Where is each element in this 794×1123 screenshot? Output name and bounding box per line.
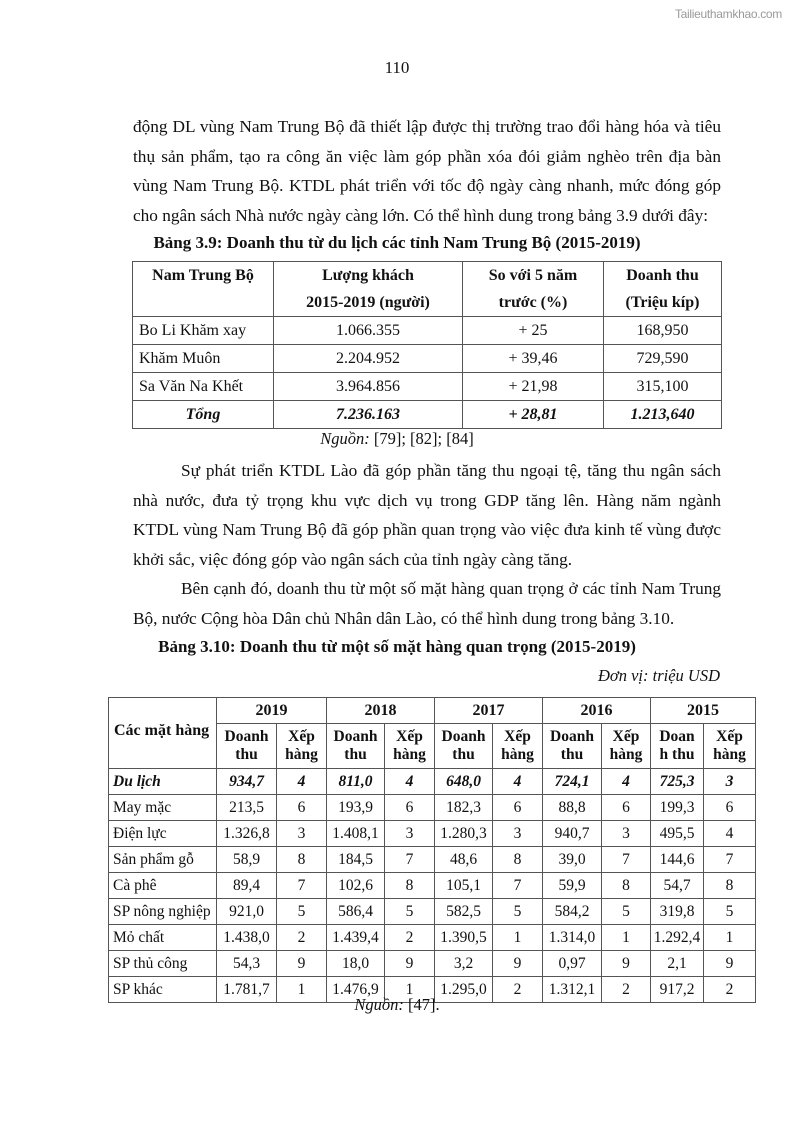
cell-item-name: Mỏ chất xyxy=(109,925,217,951)
cell-revenue: 1.295,0 xyxy=(435,977,493,1003)
cell-rank: 1 xyxy=(704,925,756,951)
cell-item-name: SP thủ công xyxy=(109,951,217,977)
column-header-revenue: Doanh thu (Triệu kíp) xyxy=(604,262,722,317)
table-header-row xyxy=(133,262,722,317)
cell-change: + 39,46 xyxy=(463,345,604,373)
column-header-rank: Xếp hàng xyxy=(493,724,543,769)
cell-region: Khăm Muôn xyxy=(133,345,274,373)
cell-revenue: 199,3 xyxy=(651,795,704,821)
cell-revenue: 3,2 xyxy=(435,951,493,977)
column-header-items: Các mặt hàng xyxy=(109,698,217,769)
cell-rank: 2 xyxy=(704,977,756,1003)
year-header: 2017 xyxy=(435,698,543,724)
cell-revenue: 1.292,4 xyxy=(651,925,704,951)
cell-revenue: 811,0 xyxy=(327,769,385,795)
cell-rank: 8 xyxy=(385,873,435,899)
cell-revenue: 1.408,1 xyxy=(327,821,385,847)
cell-rank: 3 xyxy=(602,821,651,847)
cell-change: + 21,98 xyxy=(463,373,604,401)
cell-rank: 6 xyxy=(277,795,327,821)
column-header-revenue: Doanh thu xyxy=(435,724,493,769)
cell-rank: 1 xyxy=(385,977,435,1003)
cell-revenue: 213,5 xyxy=(217,795,277,821)
cell-revenue: 54,7 xyxy=(651,873,704,899)
cell-rank: 3 xyxy=(385,821,435,847)
cell-revenue: 105,1 xyxy=(435,873,493,899)
cell-rank: 1 xyxy=(493,925,543,951)
cell-rank: 5 xyxy=(602,899,651,925)
cell-revenue: 58,9 xyxy=(217,847,277,873)
table-3-9-caption: Bảng 3.9: Doanh thu từ du lịch các tỉnh Nam Trung Bộ (2015-2019) xyxy=(153,233,641,252)
cell-rank: 4 xyxy=(704,821,756,847)
cell-rank: 3 xyxy=(493,821,543,847)
table-3-9 xyxy=(132,261,722,429)
cell-rank: 2 xyxy=(602,977,651,1003)
cell-rank: 9 xyxy=(704,951,756,977)
cell-revenue: 182,3 xyxy=(435,795,493,821)
cell-item-name: SP nông nghiệp xyxy=(109,899,217,925)
column-header-visitors: Lượng khách 2015-2019 (người) xyxy=(274,262,463,317)
cell-revenue: 934,7 xyxy=(217,769,277,795)
cell-revenue: 725,3 xyxy=(651,769,704,795)
cell-revenue: 89,4 xyxy=(217,873,277,899)
cell-rank: 6 xyxy=(704,795,756,821)
table-row xyxy=(109,873,756,899)
cell-revenue: 319,8 xyxy=(651,899,704,925)
cell-rank: 9 xyxy=(493,951,543,977)
cell-visitors: 2.204.952 xyxy=(274,345,463,373)
cell-item-name: Du lịch xyxy=(109,769,217,795)
cell-region: Sa Văn Na Khết xyxy=(133,373,274,401)
year-header: 2019 xyxy=(217,698,327,724)
cell-rank: 7 xyxy=(704,847,756,873)
cell-change: + 25 xyxy=(463,317,604,345)
cell-rank: 8 xyxy=(704,873,756,899)
cell-rank: 9 xyxy=(602,951,651,977)
cell-revenue: 921,0 xyxy=(217,899,277,925)
cell-rank: 7 xyxy=(385,847,435,873)
year-header: 2015 xyxy=(651,698,756,724)
cell-revenue: 940,7 xyxy=(543,821,602,847)
page-number: 110 xyxy=(384,58,410,77)
cell-revenue: 193,9 xyxy=(327,795,385,821)
table-row xyxy=(109,821,756,847)
column-header-revenue: Doan h thu xyxy=(651,724,704,769)
cell-revenue: 1.326,8 xyxy=(217,821,277,847)
year-header: 2018 xyxy=(327,698,435,724)
column-header-region: Nam Trung Bộ xyxy=(133,262,274,317)
table-3-9-source: Nguồn: [79]; [82]; [84] xyxy=(320,429,474,448)
table-row xyxy=(109,951,756,977)
cell-revenue: 917,2 xyxy=(651,977,704,1003)
cell-region: Bo Li Khăm xay xyxy=(133,317,274,345)
cell-rank: 9 xyxy=(277,951,327,977)
cell-visitors: 1.066.355 xyxy=(274,317,463,345)
cell-revenue: 168,950 xyxy=(604,317,722,345)
cell-rank: 8 xyxy=(277,847,327,873)
cell-total-revenue: 1.213,640 xyxy=(604,401,722,429)
table-row xyxy=(133,345,722,373)
cell-revenue: 88,8 xyxy=(543,795,602,821)
cell-rank: 8 xyxy=(602,873,651,899)
cell-total-change: + 28,81 xyxy=(463,401,604,429)
cell-item-name: May mặc xyxy=(109,795,217,821)
cell-rank: 5 xyxy=(385,899,435,925)
paragraph-transition: Bên cạnh đó, doanh thu từ một số mặt hàng quan trọng ở các tỉnh Nam Trung Bộ, nước Cộng hòa Dân chủ Nhân dân Lào, có thể hình dung trong bảng 3.10. xyxy=(133,579,721,628)
cell-rank: 4 xyxy=(602,769,651,795)
cell-rank: 4 xyxy=(385,769,435,795)
table-row xyxy=(133,373,722,401)
cell-rank: 5 xyxy=(704,899,756,925)
cell-revenue: 48,6 xyxy=(435,847,493,873)
cell-revenue: 729,590 xyxy=(604,345,722,373)
cell-revenue: 102,6 xyxy=(327,873,385,899)
cell-total-visitors: 7.236.163 xyxy=(274,401,463,429)
cell-revenue: 59,9 xyxy=(543,873,602,899)
cell-revenue: 724,1 xyxy=(543,769,602,795)
cell-item-name: Sản phẩm gỗ xyxy=(109,847,217,873)
year-header: 2016 xyxy=(543,698,651,724)
cell-rank: 4 xyxy=(277,769,327,795)
cell-revenue: 582,5 xyxy=(435,899,493,925)
cell-rank: 8 xyxy=(493,847,543,873)
column-header-revenue: Doanh thu xyxy=(543,724,602,769)
cell-rank: 6 xyxy=(385,795,435,821)
cell-rank: 7 xyxy=(493,873,543,899)
cell-rank: 7 xyxy=(277,873,327,899)
cell-revenue: 144,6 xyxy=(651,847,704,873)
table-3-10-caption: Bảng 3.10: Doanh thu từ một số mặt hàng quan trọng (2015-2019) xyxy=(158,637,636,656)
cell-rank: 6 xyxy=(493,795,543,821)
cell-revenue: 495,5 xyxy=(651,821,704,847)
table-total-row xyxy=(133,401,722,429)
cell-visitors: 3.964.856 xyxy=(274,373,463,401)
cell-item-name: SP khác xyxy=(109,977,217,1003)
cell-item-name: Cà phê xyxy=(109,873,217,899)
cell-revenue: 1.438,0 xyxy=(217,925,277,951)
cell-revenue: 2,1 xyxy=(651,951,704,977)
cell-rank: 1 xyxy=(277,977,327,1003)
cell-revenue: 315,100 xyxy=(604,373,722,401)
paragraph-intro: động DL vùng Nam Trung Bộ đã thiết lập được thị trường trao đổi hàng hóa và tiêu thụ sản phẩm, tạo ra công ăn việc làm góp phần xóa đói giảm nghèo trên địa bàn vùng Nam Trung Bộ. KTDL phát triển với tốc độ ngày càng nhanh, mức đóng góp cho ngân sách Nhà nước ngày càng lớn. Có thể hình dung trong bảng 3.9 dưới đây: xyxy=(133,117,721,225)
cell-revenue: 39,0 xyxy=(543,847,602,873)
cell-revenue: 0,97 xyxy=(543,951,602,977)
cell-revenue: 54,3 xyxy=(217,951,277,977)
table-row xyxy=(109,847,756,873)
cell-revenue: 648,0 xyxy=(435,769,493,795)
cell-rank: 3 xyxy=(704,769,756,795)
table-3-10-unit: Đơn vị: triệu USD xyxy=(598,666,720,685)
paragraph-development: Sự phát triển KTDL Lào đã góp phần tăng thu ngoại tệ, tăng thu ngân sách nhà nước, đưa tỷ trọng khu vực dịch vụ trong GDP tăng lên. Hàng năm ngành KTDL vùng Nam Trung Bộ đã góp phần quan trọng vào việc đưa kinh tế vùng được khởi sắc, việc đóng góp vào ngân sách của tỉnh ngày càng tăng. xyxy=(133,461,721,569)
column-header-revenue: Doanh thu xyxy=(327,724,385,769)
cell-rank: 6 xyxy=(602,795,651,821)
cell-rank: 7 xyxy=(602,847,651,873)
cell-revenue: 18,0 xyxy=(327,951,385,977)
column-header-change: So với 5 năm trước (%) xyxy=(463,262,604,317)
cell-revenue: 586,4 xyxy=(327,899,385,925)
column-header-rank: Xếp hàng xyxy=(704,724,756,769)
table-row xyxy=(109,925,756,951)
cell-rank: 5 xyxy=(493,899,543,925)
column-header-rank: Xếp hàng xyxy=(385,724,435,769)
cell-revenue: 584,2 xyxy=(543,899,602,925)
cell-revenue: 1.439,4 xyxy=(327,925,385,951)
table-3-10 xyxy=(108,697,756,1003)
cell-revenue: 1.390,5 xyxy=(435,925,493,951)
cell-rank: 2 xyxy=(493,977,543,1003)
watermark: Tailieuthamkhao.com xyxy=(674,7,782,21)
year-header-row xyxy=(109,698,756,724)
cell-rank: 5 xyxy=(277,899,327,925)
cell-rank: 2 xyxy=(385,925,435,951)
column-header-rank: Xếp hàng xyxy=(277,724,327,769)
cell-total-label: Tổng xyxy=(133,401,274,429)
cell-revenue: 1.476,9 xyxy=(327,977,385,1003)
cell-revenue: 184,5 xyxy=(327,847,385,873)
cell-revenue: 1.280,3 xyxy=(435,821,493,847)
cell-rank: 4 xyxy=(493,769,543,795)
cell-revenue: 1.781,7 xyxy=(217,977,277,1003)
cell-revenue: 1.312,1 xyxy=(543,977,602,1003)
cell-rank: 1 xyxy=(602,925,651,951)
cell-revenue: 1.314,0 xyxy=(543,925,602,951)
cell-item-name: Điện lực xyxy=(109,821,217,847)
table-row xyxy=(133,317,722,345)
cell-rank: 3 xyxy=(277,821,327,847)
column-header-rank: Xếp hàng xyxy=(602,724,651,769)
column-header-revenue: Doanh thu xyxy=(217,724,277,769)
table-row xyxy=(109,769,756,795)
table-3-10-source: Nguồn: [47]. xyxy=(354,995,440,1014)
cell-rank: 2 xyxy=(277,925,327,951)
table-row xyxy=(109,899,756,925)
cell-rank: 9 xyxy=(385,951,435,977)
table-row xyxy=(109,795,756,821)
